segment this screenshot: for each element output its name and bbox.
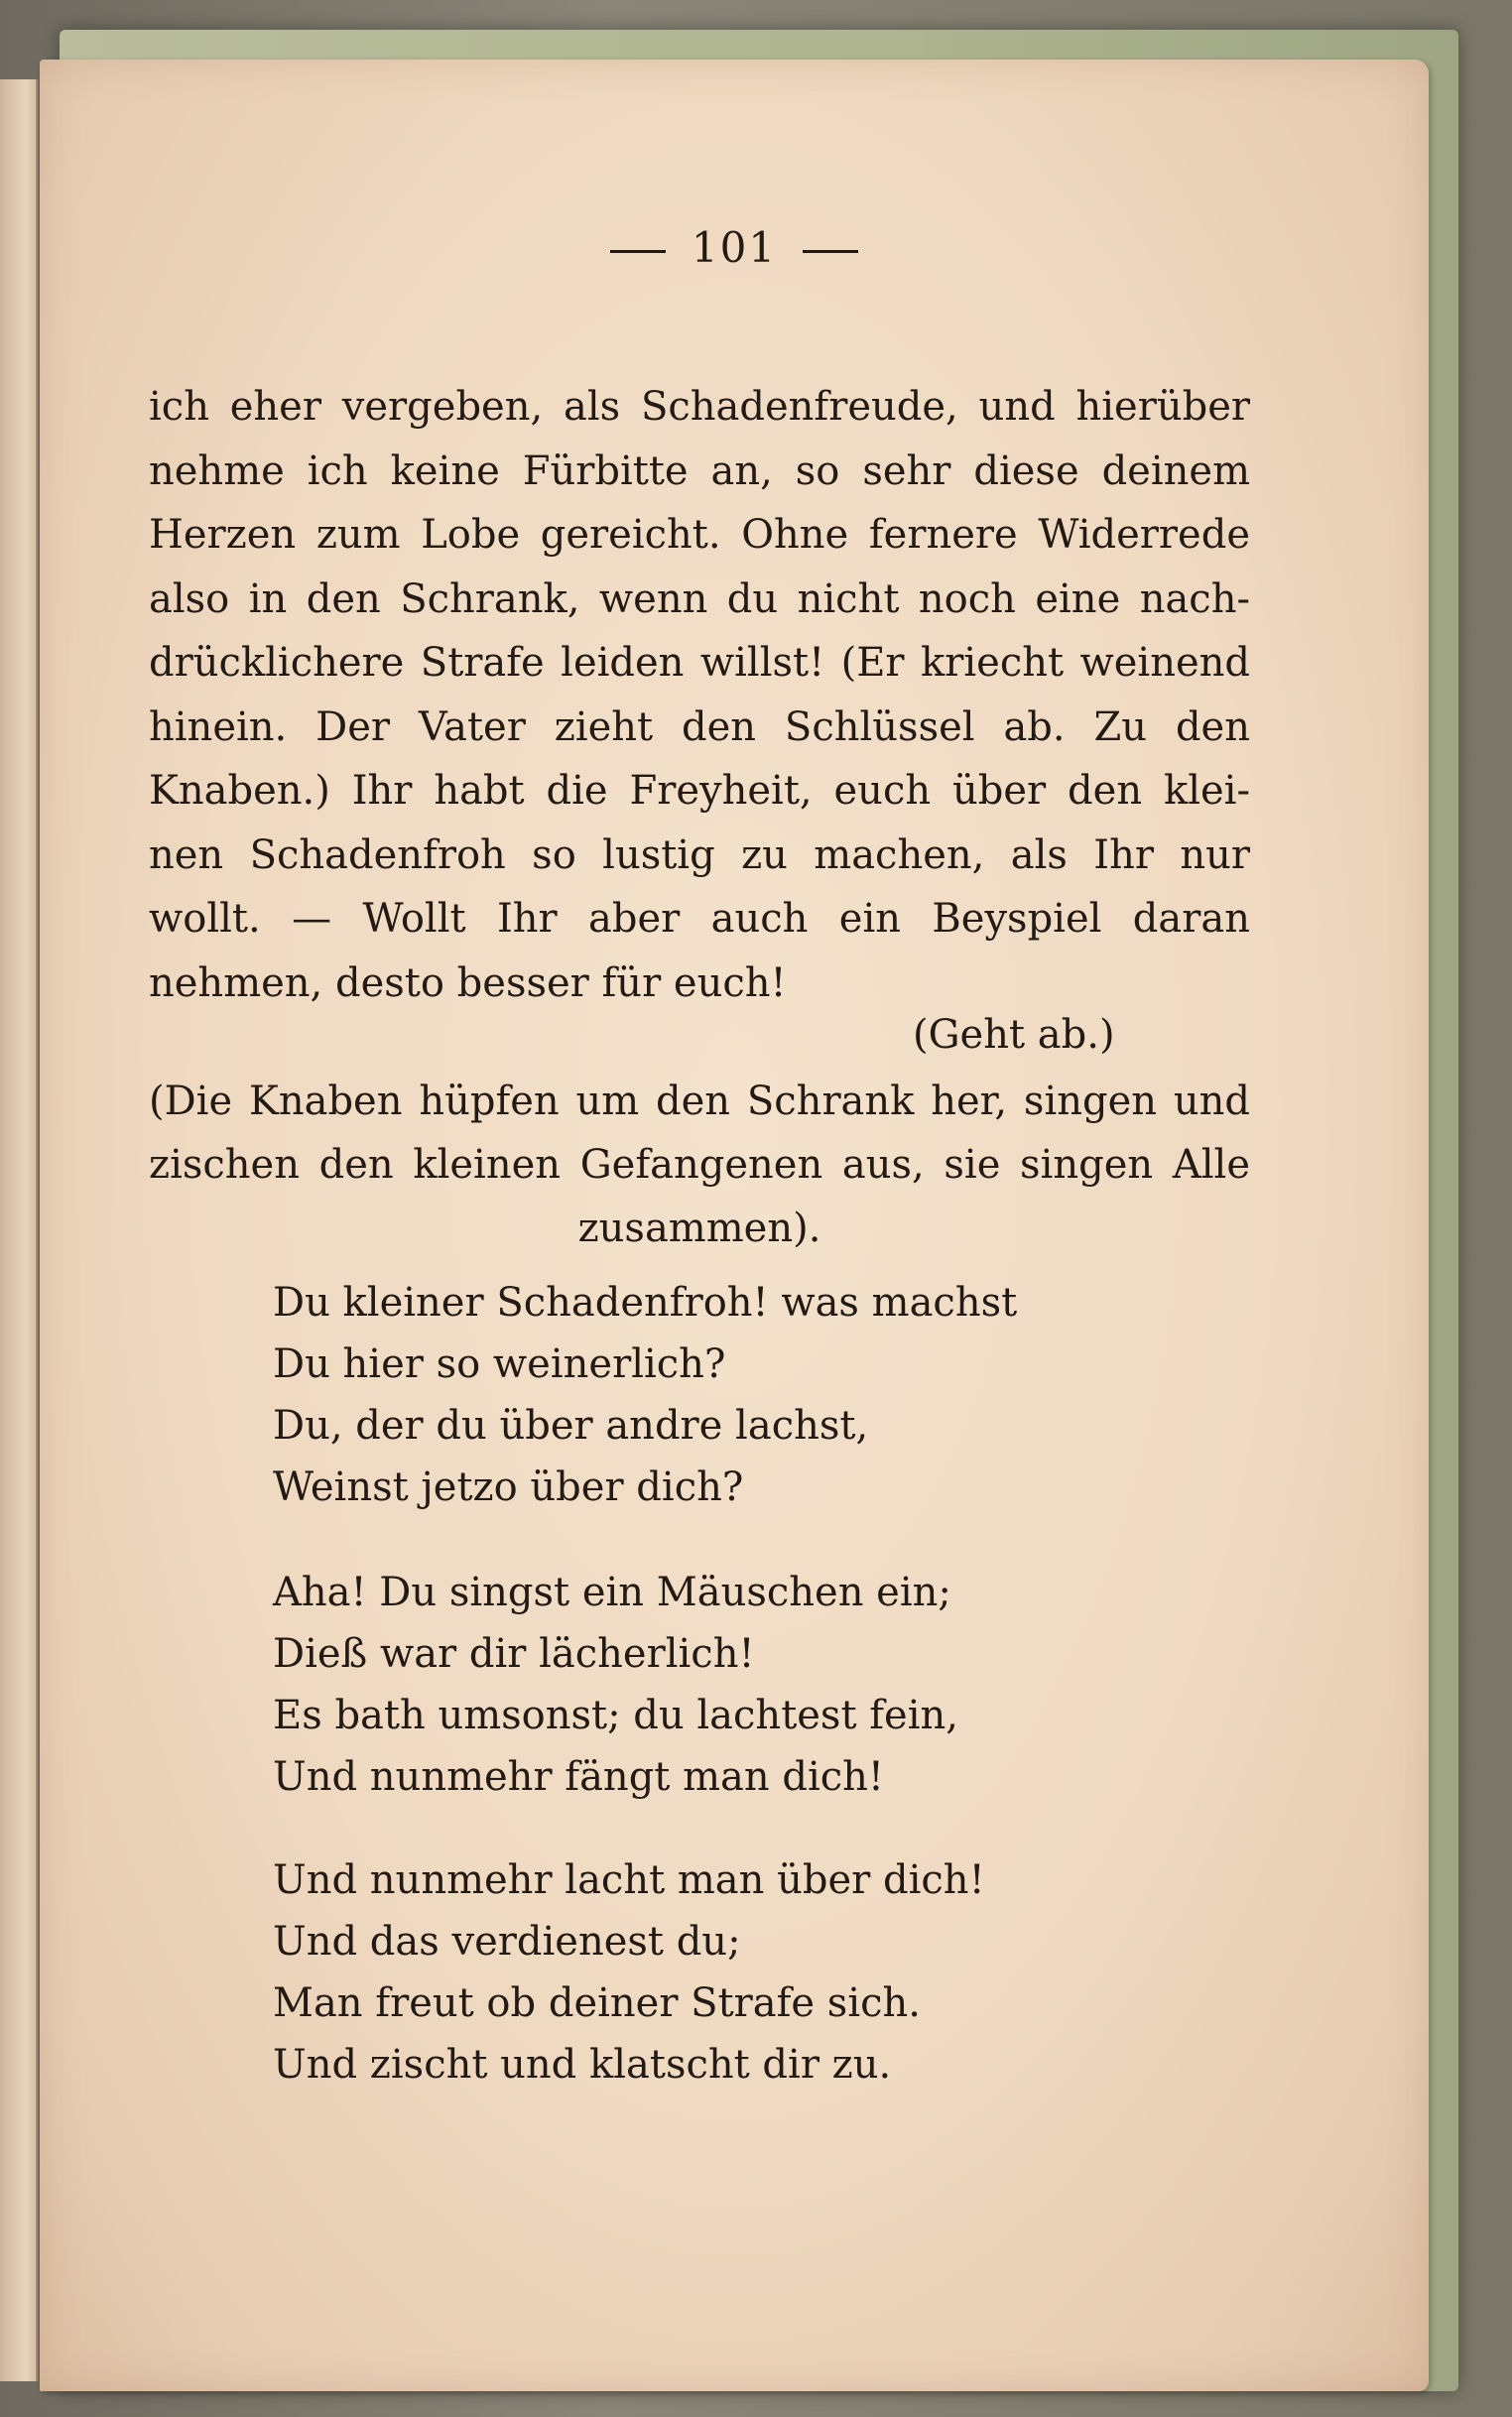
verse-line: Es bath umsonst; du lachtest fein, xyxy=(273,1693,958,1738)
song-stanza-2 xyxy=(273,1562,1166,1808)
page-number-header xyxy=(40,223,1429,272)
song-stanza-3 xyxy=(273,1849,1166,2096)
verse-line: Du kleiner Schadenfroh! was machst xyxy=(273,1280,1018,1326)
verse-line: Und nunmehr fängt man dich! xyxy=(273,1754,884,1800)
exit-stage-direction: (Geht ab.) xyxy=(913,1012,1115,1058)
stage-direction-line: zusammen). xyxy=(577,1206,821,1251)
book-page xyxy=(40,60,1429,2391)
header-dash-left xyxy=(610,250,666,253)
prose-line: Knaben.) Ihr habt die Freyheit, euch über den klei- xyxy=(149,768,1250,814)
verse-line: Dieß war dir lächerlich! xyxy=(273,1631,755,1677)
verse-line: Und das verdienest du; xyxy=(273,1919,741,1965)
stage-direction-line: (Die Knaben hüpfen um den Schrank her, singen und xyxy=(149,1079,1250,1124)
verse-line: Weinst jetzo über dich? xyxy=(273,1464,744,1510)
verse-line: Und zischt und klatscht dir zu. xyxy=(273,2042,892,2088)
prose-line: drücklichere Strafe leiden willst! (Er kriecht weinend xyxy=(149,640,1250,686)
song-stanza-1 xyxy=(273,1272,1166,1518)
header-dash-right xyxy=(803,250,858,253)
verse-line: Du hier so weinerlich? xyxy=(273,1341,726,1387)
stage-direction-line: zischen den kleinen Gefangenen aus, sie singen Alle xyxy=(149,1142,1250,1188)
facing-page-edge xyxy=(0,79,38,2381)
page-number: 101 xyxy=(691,223,778,272)
verse-line: Du, der du über andre lachst, xyxy=(273,1403,869,1449)
stage-direction xyxy=(149,1070,1250,1260)
prose-line: Herzen zum Lobe gereicht. Ohne fernere Widerrede xyxy=(149,512,1250,558)
verse-line: Man freut ob deiner Strafe sich. xyxy=(273,1980,922,2026)
prose-line: ich eher vergeben, als Schadenfreude, und hierüber xyxy=(149,384,1250,430)
prose-line: nehmen, desto besser für euch! xyxy=(149,959,787,1006)
prose-line: wollt. — Wollt Ihr aber auch ein Beyspiel daran xyxy=(149,896,1250,942)
verse-line: Und nunmehr lacht man über dich! xyxy=(273,1857,985,1903)
prose-line: nen Schadenfroh so lustig zu machen, als Ihr nur xyxy=(149,831,1250,878)
verse-line: Aha! Du singst ein Mäuschen ein; xyxy=(273,1570,951,1615)
prose-line: nehme ich keine Fürbitte an, so sehr diese deinem xyxy=(149,447,1250,494)
prose-line: also in den Schrank, wenn du nicht noch eine nach- xyxy=(149,575,1250,622)
prose-paragraph xyxy=(149,375,1250,1015)
prose-line: hinein. Der Vater zieht den Schlüssel ab. Zu den xyxy=(149,703,1250,750)
